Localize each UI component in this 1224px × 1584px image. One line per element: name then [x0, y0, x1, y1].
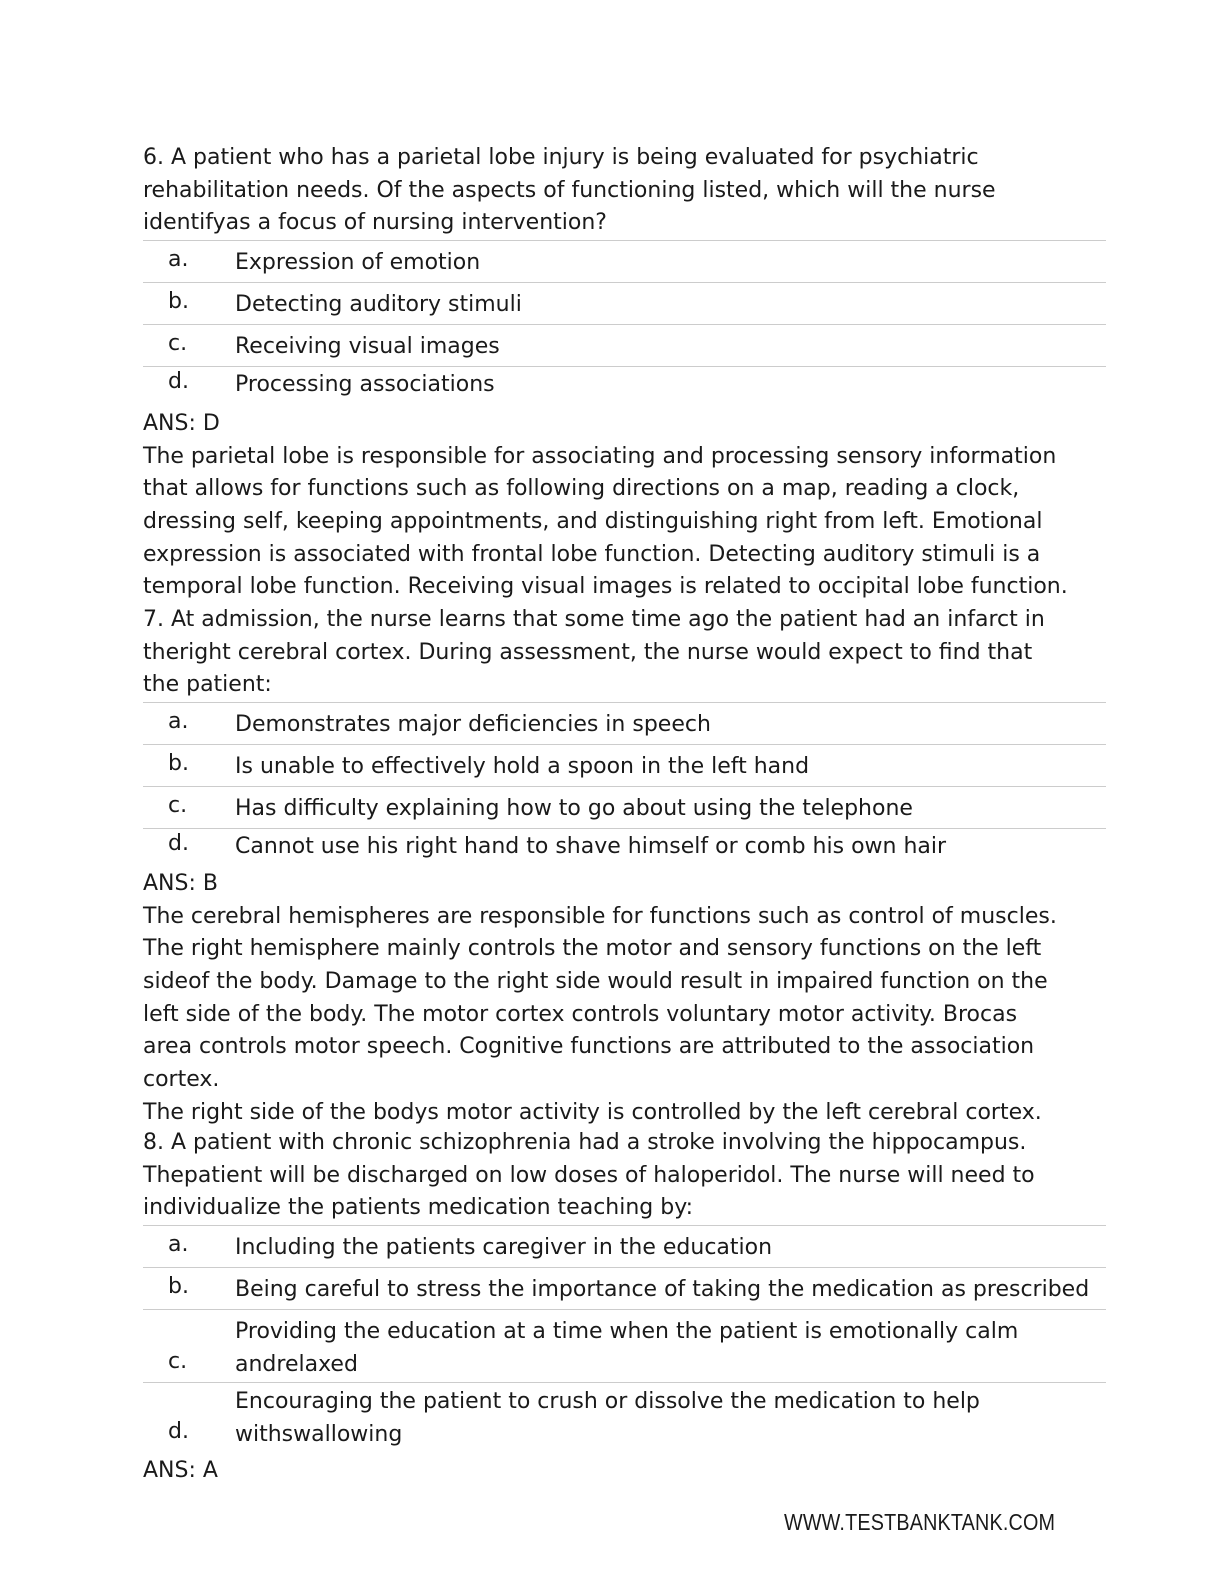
option-row: [143, 828, 1106, 867]
rationale-line: The right hemisphere mainly controls the motor and sensory functions on the left: [143, 936, 1042, 962]
option-row: [143, 1225, 1106, 1267]
option-row: [143, 786, 1106, 828]
option-letter: c.: [168, 1349, 188, 1374]
answer-key: ANS: D: [143, 411, 220, 436]
question-6-answer-block: [143, 408, 1078, 604]
option-letter: d.: [168, 1419, 189, 1444]
option-text: Has difficulty explaining how to go about using the telephone: [235, 796, 913, 821]
option-letter: b.: [168, 289, 189, 314]
stem-line: identifyas a focus of nursing intervention?: [143, 210, 607, 236]
rationale-line: The parietal lobe is responsible for associating and processing sensory information: [143, 443, 1057, 469]
option-text: Receiving visual images: [235, 334, 500, 359]
option-letter: b.: [168, 751, 189, 776]
option-row: [143, 240, 1106, 282]
option-row: [143, 324, 1106, 366]
question-6-options: [143, 240, 1106, 405]
rationale-line: The cerebral hemispheres are responsible for functions such as control of muscles.: [143, 903, 1057, 929]
option-text: Detecting auditory stimuli: [235, 292, 522, 317]
stem-line: individualize the patients medication teaching by:: [143, 1195, 694, 1221]
rationale-line: The right side of the bodys motor activity is controlled by the left cerebral cortex.: [143, 1099, 1042, 1125]
answer-key: ANS: A: [143, 1458, 218, 1483]
stem-line: the patient:: [143, 672, 272, 698]
option-letter: d.: [168, 831, 189, 856]
rationale-line: dressing self, keeping appointments, and distinguishing right from left. Emotional: [143, 509, 1043, 535]
option-row: [143, 1382, 1106, 1455]
option-text: Demonstrates major deficiencies in speech: [235, 712, 711, 737]
question-8-stem: [143, 1127, 1078, 1225]
option-letter: d.: [168, 369, 189, 394]
rationale-line: area controls motor speech. Cognitive functions are attributed to the association: [143, 1034, 1035, 1060]
option-letter: a.: [168, 709, 189, 734]
option-text: Expression of emotion: [235, 250, 481, 275]
rationale-line: that allows for functions such as following directions on a map, reading a clock,: [143, 476, 1020, 502]
option-letter: a.: [168, 1232, 189, 1257]
option-row: [143, 1309, 1106, 1382]
rationale-line: left side of the body. The motor cortex controls voluntary motor activity. Brocas: [143, 1001, 1018, 1027]
option-letter: b.: [168, 1274, 189, 1299]
stem-line: 7. At admission, the nurse learns that some time ago the patient had an infarct in: [143, 607, 1045, 632]
footer-website: WWW.TESTBANKTANK.COM: [784, 1509, 1056, 1535]
option-row: [143, 702, 1106, 744]
option-text: Processing associations: [235, 372, 495, 397]
option-text: Encouraging the patient to crush or dissolve the medication to help withswallowing: [235, 1389, 980, 1447]
rationale-line: expression is associated with frontal lobe function. Detecting auditory stimuli is a: [143, 541, 1041, 567]
option-letter: c.: [168, 331, 188, 356]
rationale-line: cortex.: [143, 1067, 220, 1093]
stem-line: rehabilitation needs. Of the aspects of functioning listed, which will the nurse: [143, 177, 996, 203]
option-text: Being careful to stress the importance of taking the medication as prescribed: [235, 1277, 1090, 1302]
option-text: Is unable to effectively hold a spoon in the left hand: [235, 754, 810, 779]
option-text: Cannot use his right hand to shave himself or comb his own hair: [235, 834, 947, 859]
option-letter: a.: [168, 247, 189, 272]
option-letter: c.: [168, 793, 188, 818]
option-row: [143, 744, 1106, 786]
answer-key: ANS: B: [143, 871, 218, 896]
option-text: Providing the education at a time when the patient is emotionally calm andrelaxed: [235, 1319, 1019, 1377]
stem-line: 8. A patient with chronic schizophrenia had a stroke involving the hippocampus.: [143, 1130, 1027, 1155]
option-row: [143, 282, 1106, 324]
rationale-line: temporal lobe function. Receiving visual images is related to occipital lobe function.: [143, 574, 1068, 600]
question-6-stem: [143, 142, 1078, 240]
stem-line: theright cerebral cortex. During assessment, the nurse would expect to find that: [143, 639, 1033, 665]
stem-line: Thepatient will be discharged on low doses of haloperidol. The nurse will need to: [143, 1162, 1035, 1188]
option-row: [143, 1267, 1106, 1309]
question-7-options: [143, 702, 1106, 867]
question-8-options: [143, 1225, 1106, 1455]
question-7-answer-block: [143, 868, 1078, 1130]
question-7-stem: [143, 604, 1078, 702]
stem-line: 6. A patient who has a parietal lobe injury is being evaluated for psychiatric: [143, 145, 979, 170]
option-text: Including the patients caregiver in the education: [235, 1235, 773, 1260]
option-row: [143, 366, 1106, 405]
question-8-answer-block: [143, 1455, 1078, 1488]
rationale-line: sideof the body. Damage to the right side would result in impaired function on the: [143, 969, 1048, 995]
